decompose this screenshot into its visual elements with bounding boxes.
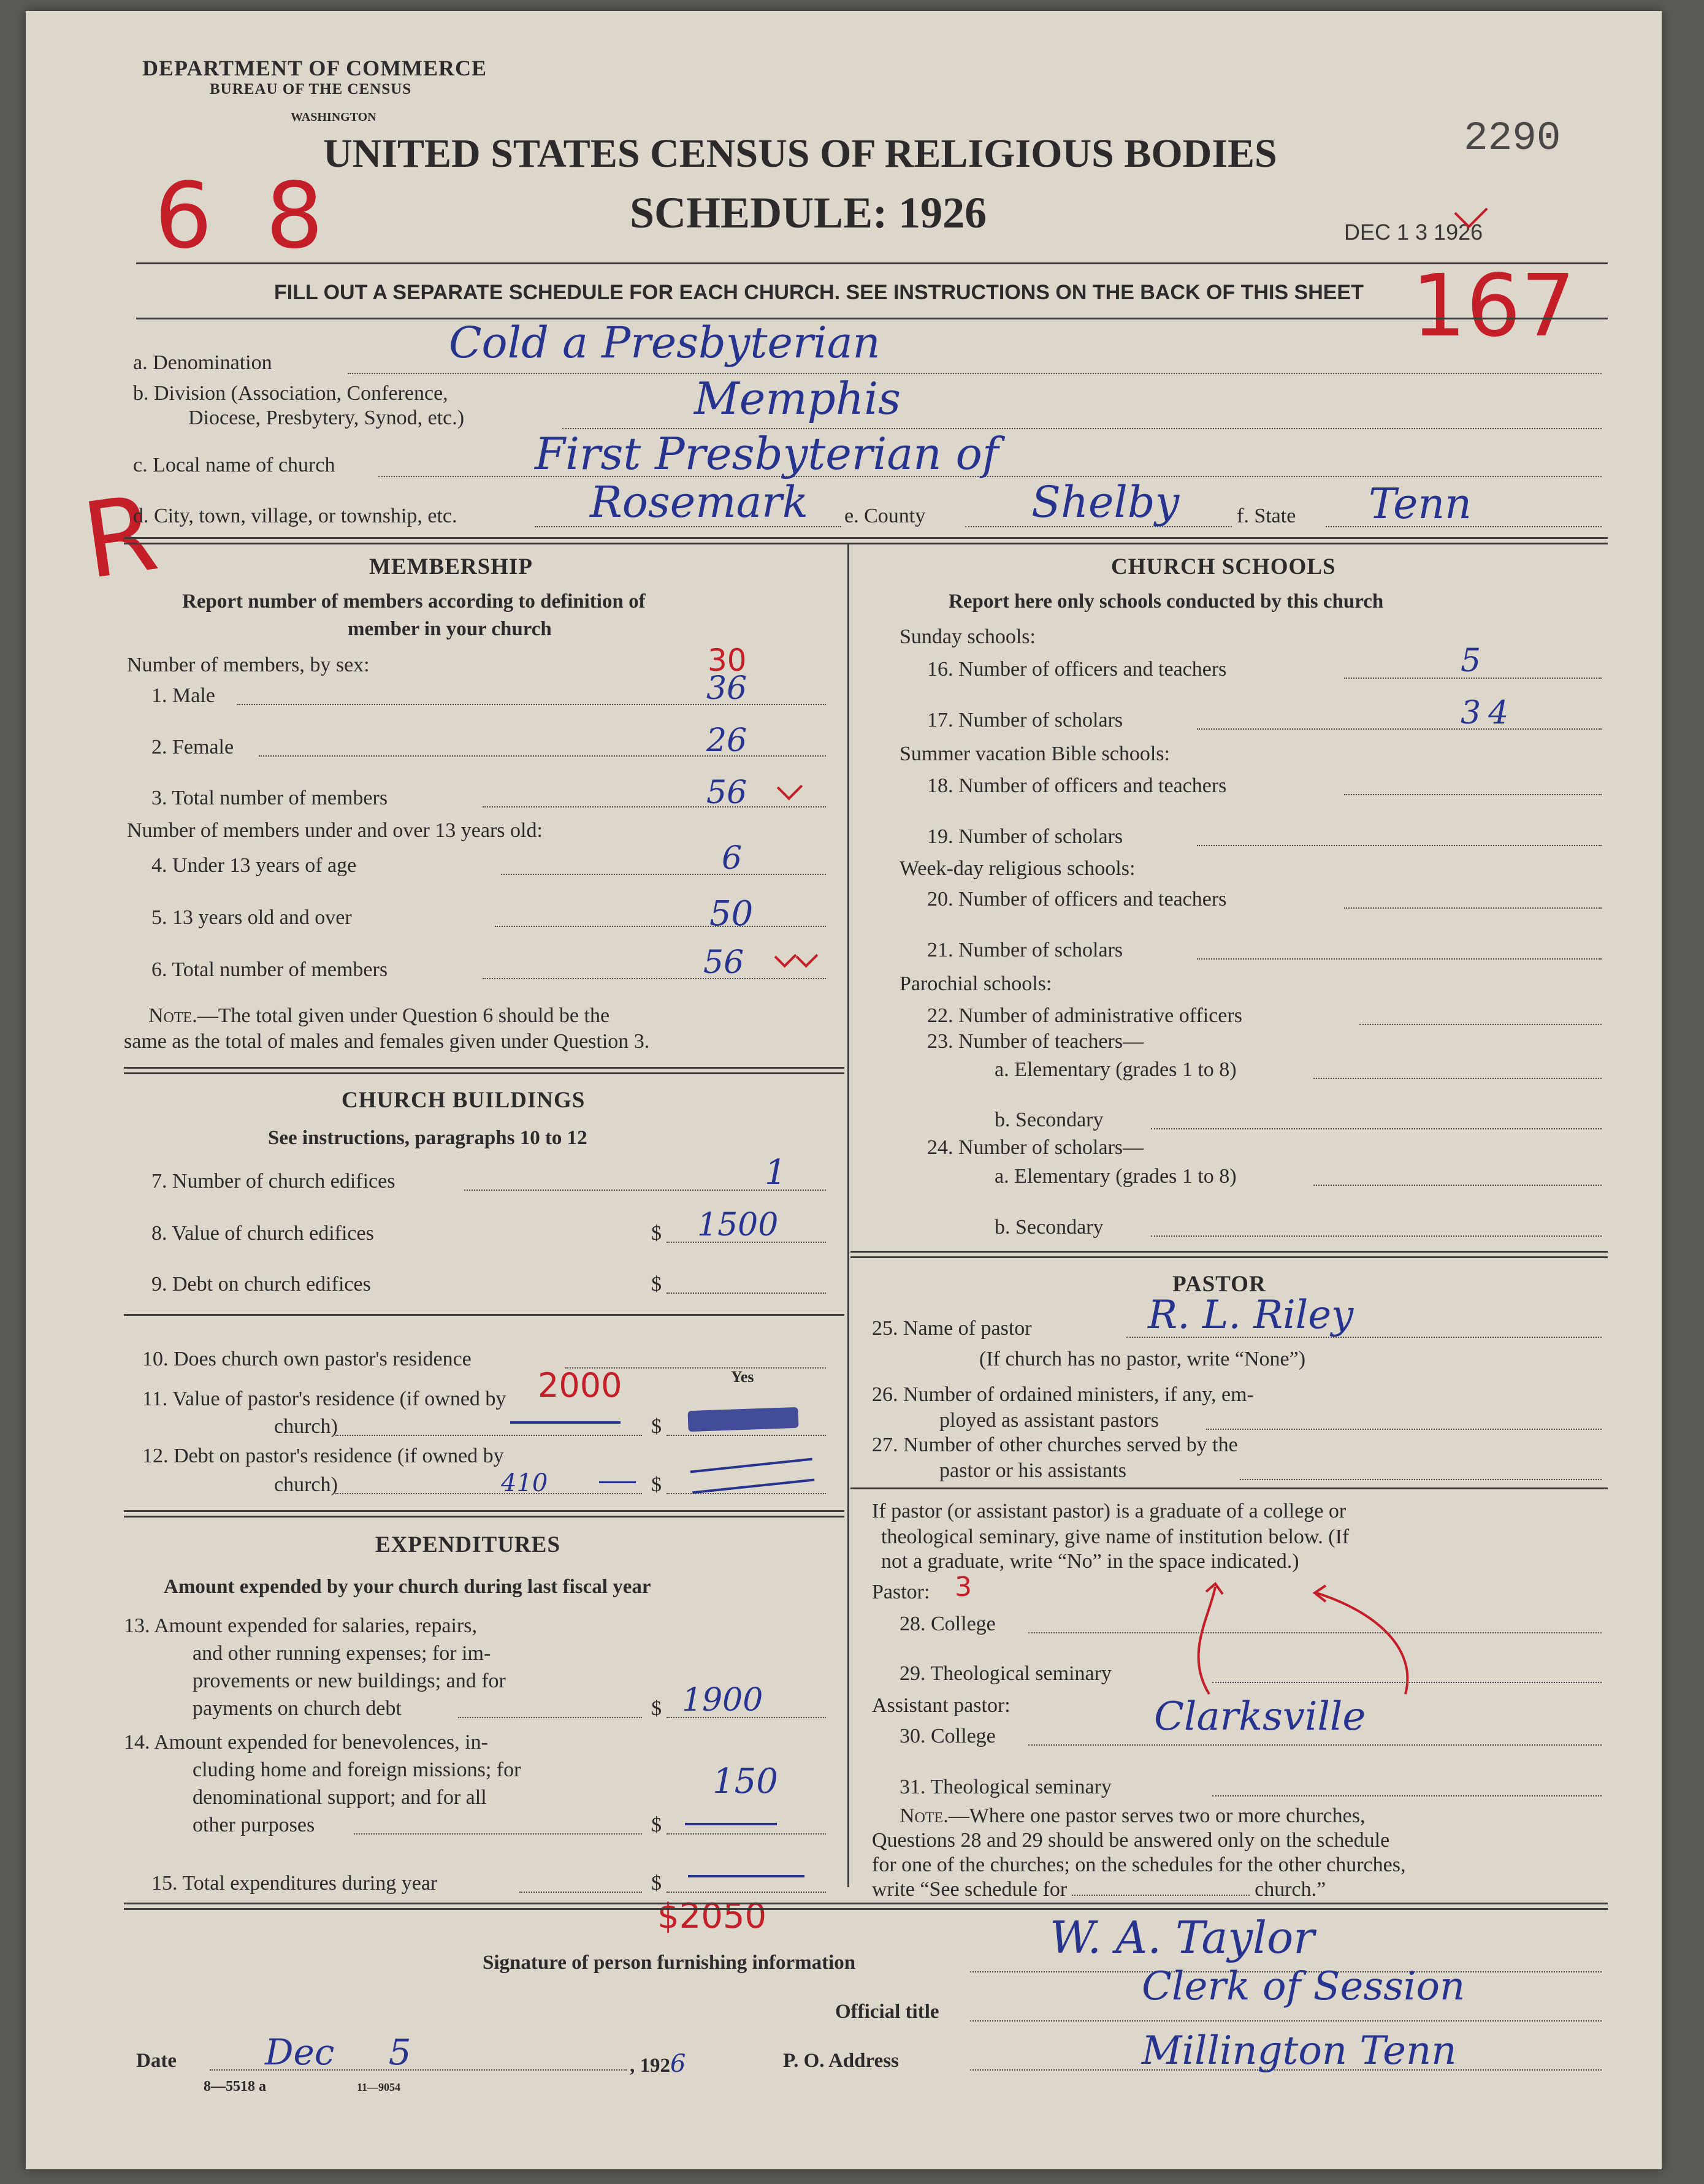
red-mark-left: R	[75, 472, 165, 603]
under-13-value: 6	[722, 840, 743, 877]
signature-value: W. A. Taylor	[1050, 1912, 1315, 1963]
female-value: 26	[706, 722, 747, 759]
male-label: 1. Male	[151, 684, 215, 707]
official-title-value: Clerk of Session	[1142, 1964, 1465, 2009]
state-label: f. State	[1237, 505, 1296, 527]
q24-label: 24. Number of scholars—	[927, 1136, 1144, 1159]
pastor-note-3: for one of the churches; on the schedules for the other churches,	[872, 1854, 1406, 1876]
residence-value: 2000	[538, 1366, 622, 1405]
q31-label: 31. Theological seminary	[900, 1776, 1112, 1798]
fill-line	[1151, 1235, 1602, 1237]
strike-mark	[510, 1421, 621, 1424]
q22-label: 22. Number of administrative officers	[927, 1004, 1242, 1027]
q13-line-3: provements or new buildings; and for	[193, 1670, 506, 1692]
dollar-sign: $	[651, 1473, 662, 1496]
instruction-line: FILL OUT A SEPARATE SCHEDULE FOR EACH CHURCH. SEE INSTRUCTIONS ON THE BACK OF THIS SHEET	[274, 281, 1364, 304]
fill-line	[519, 1892, 642, 1893]
date-label: Date	[136, 2050, 177, 2072]
graduate-line-1: If pastor (or assistant pastor) is a graduate of a college or	[872, 1500, 1347, 1522]
total-members-value: 56	[706, 774, 747, 811]
fill-line	[335, 1435, 642, 1436]
q23-label: 23. Number of teachers—	[927, 1030, 1144, 1053]
red-mark-top-left: 6 8	[155, 163, 336, 269]
signature-label: Signature of person furnishing information	[483, 1952, 856, 1974]
q17-value: 34	[1461, 695, 1516, 731]
fill-line	[483, 978, 826, 979]
divider	[124, 1314, 844, 1316]
expenditures-sub: Amount expended by your church during last fiscal year	[164, 1576, 651, 1598]
edifices-label: 7. Number of church edifices	[151, 1170, 395, 1193]
divider	[136, 262, 1608, 264]
schedule-title: SCHEDULE: 1926	[630, 188, 987, 237]
department-name: DEPARTMENT OF COMMERCE	[142, 56, 487, 80]
graduate-line-2: theological seminary, give name of institution below. (If	[881, 1525, 1350, 1548]
check-mark	[796, 945, 819, 968]
pastor-name-label: 25. Name of pastor	[872, 1317, 1032, 1340]
bureau-name: BUREAU OF THE CENSUS	[210, 81, 412, 97]
fill-line	[495, 926, 826, 927]
denomination-value: Cold a Presbyterian	[449, 318, 881, 368]
red-mark: 3	[955, 1571, 972, 1603]
fill-line	[667, 1435, 826, 1436]
q29-label: 29. Theological seminary	[900, 1662, 1112, 1685]
fill-line	[483, 806, 826, 808]
division-label-2: Diocese, Presbytery, Synod, etc.)	[188, 407, 465, 429]
over-13-label: 5. 13 years old and over	[151, 906, 352, 929]
q27-line-1: 27. Number of other churches served by the	[872, 1434, 1238, 1456]
q14-line-4: other purposes	[193, 1814, 315, 1836]
graduate-line-3: not a graduate, write “No” in the space indicated.)	[881, 1550, 1299, 1573]
dollar-sign: $	[651, 1814, 662, 1836]
fill-line	[1240, 1479, 1602, 1480]
arrows-mark	[1172, 1581, 1479, 1703]
pastor-note-2: Questions 28 and 29 should be answered only on the schedule	[872, 1829, 1390, 1852]
sunday-schools-label: Sunday schools:	[900, 625, 1036, 648]
check-mark	[777, 774, 803, 800]
fill-line	[667, 1892, 826, 1893]
divider	[850, 1251, 1608, 1258]
over-13-value: 50	[709, 894, 754, 934]
q17-label: 17. Number of scholars	[927, 709, 1123, 731]
fill-line	[667, 1292, 826, 1294]
vacation-schools-label: Summer vacation Bible schools:	[900, 743, 1170, 765]
fill-line	[667, 1833, 826, 1835]
fill-line	[1344, 794, 1602, 795]
fill-line	[1028, 1744, 1602, 1746]
fill-line	[1197, 958, 1602, 960]
residence-value-label-2: church)	[274, 1415, 338, 1438]
weekday-schools-label: Week-day religious schools:	[900, 857, 1136, 880]
residence-debt-label-2: church)	[274, 1473, 338, 1496]
county-value: Shelby	[1031, 477, 1180, 527]
q30-value: Clarksville	[1154, 1694, 1366, 1739]
q20-label: 20. Number of officers and teachers	[927, 888, 1227, 911]
fill-line	[501, 874, 826, 875]
bureau-city: WASHINGTON	[291, 110, 376, 124]
edifice-value-value: 1500	[697, 1207, 779, 1243]
red-mark-top-right: 167	[1412, 256, 1576, 356]
q27-line-2: pastor or his assistants	[939, 1459, 1127, 1482]
print-number: 11—9054	[357, 2081, 401, 2093]
address-value: Millington Tenn	[1142, 2028, 1457, 2074]
q14-line-3: denominational support; and for all	[193, 1786, 487, 1809]
pastor-name-note: (If church has no pastor, write “None”)	[979, 1348, 1306, 1370]
pastor-note-lead: Note.	[900, 1804, 949, 1827]
city-value: Rosemark	[590, 477, 809, 527]
local-name-label: c. Local name of church	[133, 454, 335, 476]
year-value: 6	[670, 2050, 686, 2078]
county-label: e. County	[844, 505, 926, 527]
fill-line	[1151, 1128, 1602, 1129]
dollar-sign: $	[651, 1697, 662, 1720]
male-correction: 30	[708, 643, 747, 678]
edifices-value: 1	[765, 1153, 787, 1193]
pastor-note-4a: write “See schedule for	[872, 1878, 1068, 1901]
q23b-label: b. Secondary	[995, 1109, 1104, 1131]
pastor-note-1: —Where one pastor serves two or more churches,	[948, 1804, 1366, 1827]
address-label: P. O. Address	[783, 2050, 899, 2072]
total-members-label: 3. Total number of members	[151, 787, 388, 809]
owns-residence-label: 10. Does church own pastor's residence	[142, 1348, 472, 1370]
divider	[124, 1903, 1608, 1910]
date-value: Dec 5	[265, 2031, 411, 2073]
q21-label: 21. Number of scholars	[927, 939, 1123, 961]
assistant-pastor-label: Assistant pastor:	[872, 1694, 1011, 1717]
q13-line-4: payments on church debt	[193, 1697, 402, 1720]
residence-debt-label-1: 12. Debt on pastor's residence (if owned by	[142, 1445, 504, 1467]
fill-line	[348, 373, 1602, 374]
pastor-name-value: R. L. Riley	[1148, 1292, 1354, 1338]
buildings-heading: CHURCH BUILDINGS	[342, 1088, 586, 1113]
q13-line-2: and other running expenses; for im-	[193, 1642, 491, 1665]
q14-line-1: 14. Amount expended for benevolences, in-	[124, 1731, 488, 1754]
membership-sub-2: member in your church	[348, 618, 552, 640]
membership-note-2: same as the total of males and females given under Question 3.	[124, 1030, 650, 1053]
date-stamp: DEC 1 3 1926	[1344, 220, 1483, 245]
schools-sub: Report here only schools conducted by this church	[949, 590, 1384, 613]
q26-line-1: 26. Number of ordained ministers, if any, em-	[872, 1383, 1254, 1406]
q30-label: 30. College	[900, 1725, 996, 1747]
membership-note-lead: Note.	[148, 1004, 197, 1027]
dollar-sign: $	[651, 1273, 662, 1296]
dollar-sign: $	[651, 1415, 662, 1438]
male-value: 36	[706, 670, 747, 707]
q16-label: 16. Number of officers and teachers	[927, 658, 1227, 681]
q15-label: 15. Total expenditures during year	[151, 1872, 438, 1895]
fill-line	[354, 1833, 642, 1835]
edifice-value-label: 8. Value of church edifices	[151, 1222, 374, 1245]
city-label: d. City, town, village, or township, etc.	[133, 505, 457, 527]
schools-heading: CHURCH SCHOOLS	[1111, 554, 1336, 579]
dollar-sign: $	[651, 1222, 662, 1245]
total-members-2-label: 6. Total number of members	[151, 958, 388, 981]
q23a-label: a. Elementary (grades 1 to 8)	[995, 1058, 1237, 1081]
fill-line	[1206, 1429, 1602, 1430]
divider	[124, 537, 1608, 544]
parochial-schools-label: Parochial schools:	[900, 972, 1052, 995]
q19-label: 19. Number of scholars	[927, 825, 1123, 848]
expenditures-heading: EXPENDITURES	[375, 1532, 560, 1557]
owns-residence-value: Yes	[731, 1368, 754, 1386]
q16-value: 5	[1461, 643, 1481, 679]
q26-line-2: ployed as assistant pastors	[939, 1409, 1159, 1432]
state-value: Tenn	[1369, 480, 1472, 529]
strike-mark	[690, 1458, 815, 1494]
strike-mark	[687, 1407, 798, 1432]
pastor-note-4b: church.”	[1255, 1878, 1326, 1901]
membership-heading: MEMBERSHIP	[369, 554, 533, 579]
fill-line	[1212, 1795, 1602, 1796]
q14-line-2: cluding home and foreign missions; for	[193, 1758, 521, 1781]
q13-value: 1900	[682, 1682, 763, 1719]
q18-label: 18. Number of officers and teachers	[927, 774, 1227, 797]
pastor-heading: PASTOR	[1172, 1272, 1266, 1297]
official-title-label: Official title	[835, 2001, 939, 2023]
total-members-2-value: 56	[703, 944, 744, 981]
census-form	[26, 11, 1662, 2169]
dollar-sign: $	[651, 1872, 662, 1895]
form-number: 8—5518 a	[204, 2079, 266, 2094]
q24a-label: a. Elementary (grades 1 to 8)	[995, 1165, 1237, 1188]
q13-line-1: 13. Amount expended for salaries, repairs,	[124, 1614, 477, 1637]
year-prefix: , 192	[630, 2055, 670, 2077]
fill-line	[1197, 728, 1602, 730]
membership-sub-1: Report number of members according to definition of	[182, 590, 646, 613]
fill-line	[1344, 907, 1602, 909]
fill-line	[970, 2020, 1602, 2022]
female-label: 2. Female	[151, 736, 234, 758]
fill-line	[335, 1493, 642, 1494]
q14-value: 150	[713, 1762, 778, 1801]
fill-line	[1197, 845, 1602, 846]
divider	[124, 1067, 844, 1074]
under-13-label: 4. Under 13 years of age	[151, 854, 357, 877]
divider	[124, 1510, 844, 1518]
q15-value: $2050	[657, 1896, 767, 1936]
check-mark	[774, 945, 797, 968]
strike-mark	[599, 1481, 636, 1483]
q28-label: 28. College	[900, 1613, 996, 1635]
strike-mark	[688, 1875, 804, 1877]
by-age-label: Number of members under and over 13 years old:	[127, 819, 543, 842]
by-sex-label: Number of members, by sex:	[127, 654, 370, 676]
fill-line	[458, 1717, 642, 1718]
membership-note-1: —The total given under Question 6 should be the	[197, 1004, 610, 1027]
fill-line	[1313, 1185, 1602, 1186]
fill-line	[1313, 1078, 1602, 1079]
fill-line	[1359, 1024, 1602, 1025]
q24b-label: b. Secondary	[995, 1216, 1104, 1239]
fill-line	[667, 1493, 826, 1494]
denomination-label: a. Denomination	[133, 351, 272, 374]
divider	[850, 1487, 1608, 1489]
serial-number: 2290	[1464, 115, 1561, 161]
buildings-sub: See instructions, paragraphs 10 to 12	[268, 1127, 587, 1149]
pastor-sub-label: Pastor:	[872, 1581, 930, 1603]
division-value: Memphis	[694, 373, 901, 424]
residence-value-label-1: 11. Value of pastor's residence (if owned by	[142, 1388, 506, 1410]
strike-mark	[685, 1823, 777, 1825]
column-divider	[847, 544, 849, 1887]
division-label-1: b. Division (Association, Conference,	[133, 382, 448, 405]
local-name-value: First Presbyterian of	[535, 428, 999, 479]
edifice-debt-label: 9. Debt on church edifices	[151, 1273, 371, 1296]
form-title: UNITED STATES CENSUS OF RELIGIOUS BODIES	[323, 131, 1277, 176]
residence-debt-value: 410	[501, 1469, 548, 1497]
